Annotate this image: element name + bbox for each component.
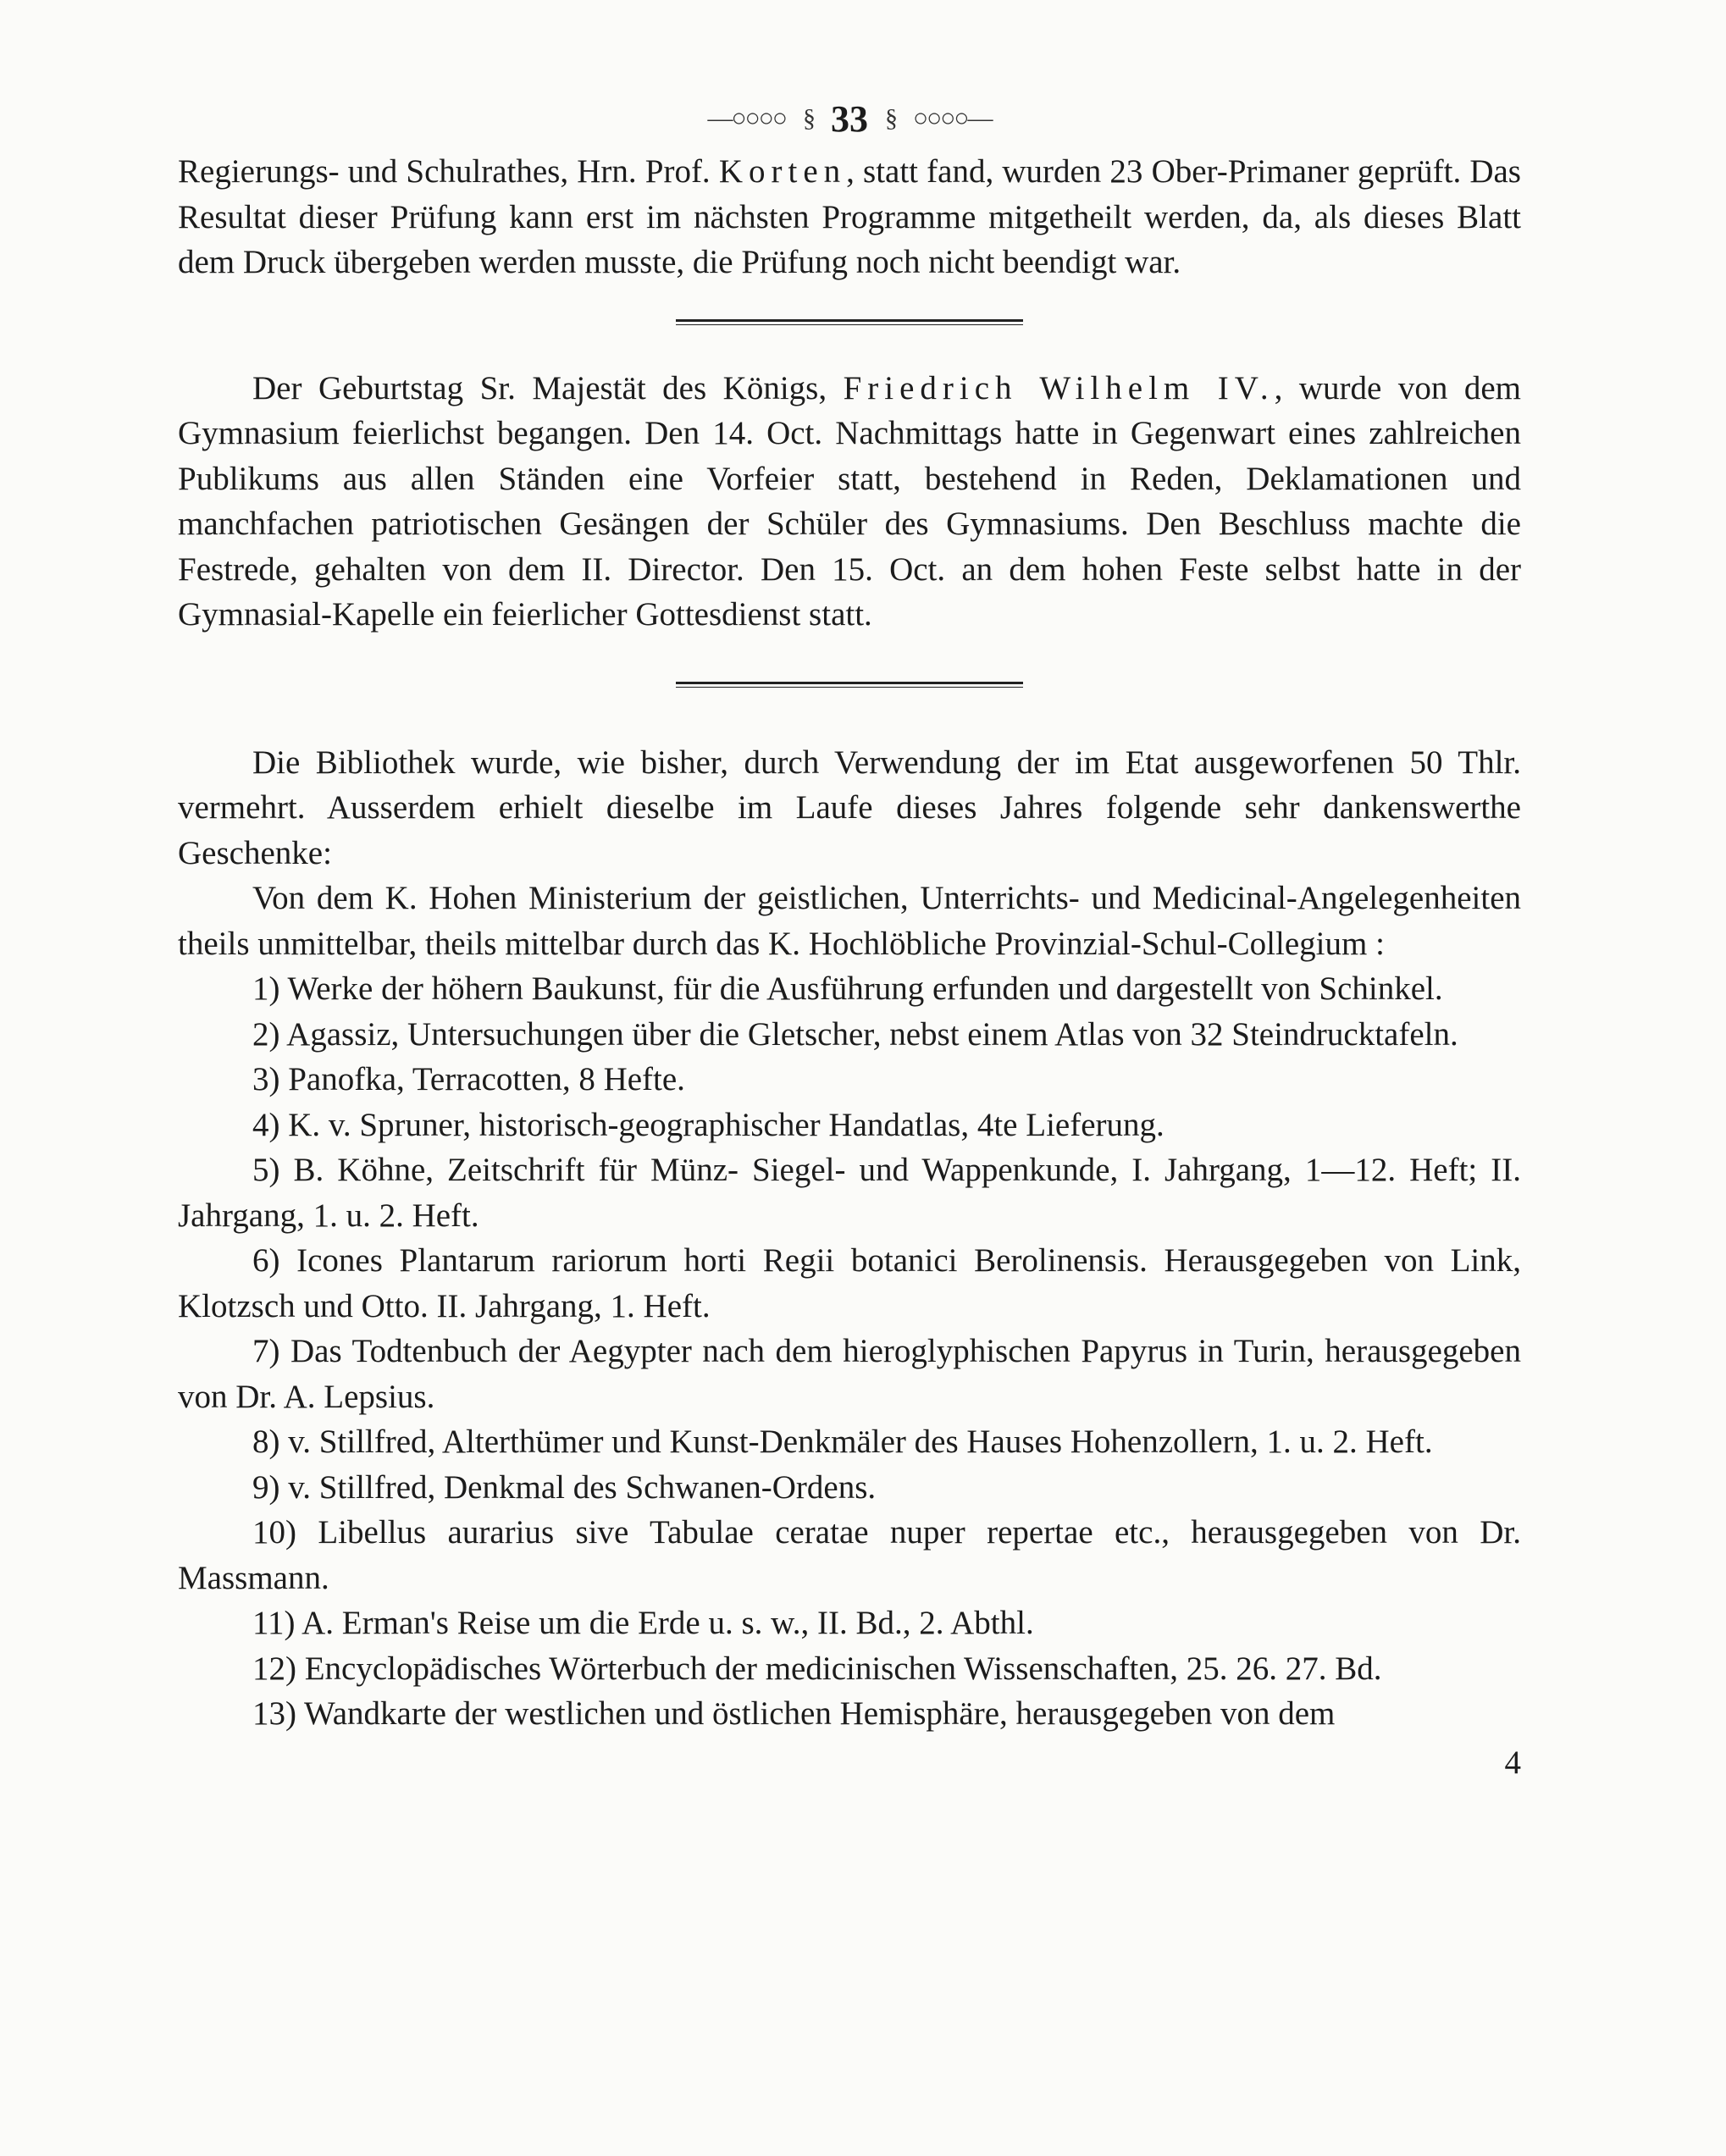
- list-item: 6) Icones Plantarum rariorum horti Regii botanici Berolinensis. Herausgegeben von Link, Klotzsch und Otto. II. Jahrgang, 1. Heft.: [178, 1242, 1521, 1324]
- list-item: 10) Libellus aurarius sive Tabulae ceratae nuper repertae etc., herausgegeben von Dr. Massmann.: [178, 1514, 1521, 1596]
- list-item: 1) Werke der höhern Baukunst, für die Ausführung erfunden und dargestellt von Schinkel.: [252, 970, 1443, 1007]
- page-body: [178, 93, 1522, 1781]
- divider-1-wrap: [178, 285, 1521, 366]
- name-korten: Korten: [718, 153, 847, 190]
- curl-right: §: [885, 104, 896, 132]
- list-item: 11) A. Erman's Reise um die Erde u. s. w., II. Bd., 2. Abthl.: [252, 1605, 1034, 1641]
- paragraph-exam: [178, 149, 1521, 285]
- divider-1: [676, 319, 1023, 325]
- ornament-left: —○○○○: [707, 104, 786, 132]
- paragraph-birthday: [178, 366, 1521, 638]
- list-item: 5) B. Köhne, Zeitschrift für Münz- Siegel- und Wappenkunde, I. Jahrgang, 1—12. Heft; II. Jahrgang, 1. u. 2. Heft.: [178, 1152, 1521, 1234]
- list-item: 7) Das Todtenbuch der Aegypter nach dem hieroglyphischen Papyrus in Turin, herausgegeben von Dr. A. Lepsius.: [178, 1333, 1521, 1415]
- curl-left: §: [803, 104, 814, 132]
- list-item: 13) Wandkarte der westlichen und östlichen Hemisphäre, herausgegeben von dem: [252, 1695, 1336, 1732]
- paragraph-exam-text-a: Regierungs- und Schulrathes, Hrn. Prof.: [178, 153, 719, 190]
- list-item: 12) Encyclopädisches Wörterbuch der medicinischen Wissenschaften, 25. 26. 27. Bd.: [252, 1650, 1382, 1687]
- list-item: 4) K. v. Spruner, historisch-geographischer Handatlas, 4te Lieferung.: [252, 1106, 1164, 1143]
- paragraph-library: Die Bibliothek wurde, wie bisher, durch Verwendung der im Etat ausgeworfenen 50 Thlr. vermehrt. Ausserdem erhielt dieselbe im Laufe dieses Jahres folgende sehr dankenswerthe Geschenke:: [178, 744, 1521, 871]
- paragraph-exam-text-b: , statt fand, wurden 23 Ober-Primaner geprüft. Das Resultat dieser Prüfung kann erst im nächsten Programme mitgetheilt werden, da, als dieses Blatt dem Druck übergeben werden musste, die Prüfung noch nicht beendigt war.: [178, 153, 1521, 280]
- name-king: Friedrich Wilhelm IV.: [843, 369, 1275, 406]
- list-item: 2) Agassiz, Untersuchungen über die Gletscher, nebst einem Atlas von 32 Steindrucktafeln.: [252, 1015, 1458, 1053]
- page-number: 33: [831, 97, 868, 140]
- list-item: 3) Panofka, Terracotten, 8 Hefte.: [252, 1061, 685, 1097]
- paragraph-birthday-text-b: , wurde von dem Gymnasium feierlichst begangen. Den 14. Oct. Nachmittags hatte in Gegenwart eines zahlreichen Publikums aus allen Ständen eine Vorfeier statt, bestehend in Reden, Deklamationen und manchfachen patriotischen Gesängen der Schüler des Gymnasiums. Den Beschluss machte die Festrede, gehalten von dem II. Director. Den 15. Oct. an dem hohen Feste selbst hatte in der Gymnasial-Kapelle ein feierlicher Gottesdienst statt.: [178, 369, 1522, 633]
- divider-2-wrap: [178, 638, 1521, 740]
- list-item: 9) v. Stillfred, Denkmal des Schwanen-Ordens.: [252, 1468, 877, 1506]
- divider-2: [676, 682, 1023, 688]
- page-header: [178, 93, 1521, 144]
- paragraph-ministry: Von dem K. Hohen Ministerium der geistlichen, Unterrichts- und Medicinal-Angelegenheiten theils unmittelbar, theils mittelbar durch das K. Hochlöbliche Provinzial-Schul-Collegium :: [178, 880, 1521, 962]
- ornament-right: ○○○○—: [913, 104, 992, 132]
- signature-mark: 4: [1504, 1744, 1521, 1781]
- paragraph-birthday-text-a: Der Geburtstag Sr. Majestät des Königs,: [252, 369, 844, 406]
- list-item: 8) v. Stillfred, Alterthümer und Kunst-Denkmäler des Hauses Hohenzollern, 1. u. 2. Heft.: [252, 1424, 1433, 1460]
